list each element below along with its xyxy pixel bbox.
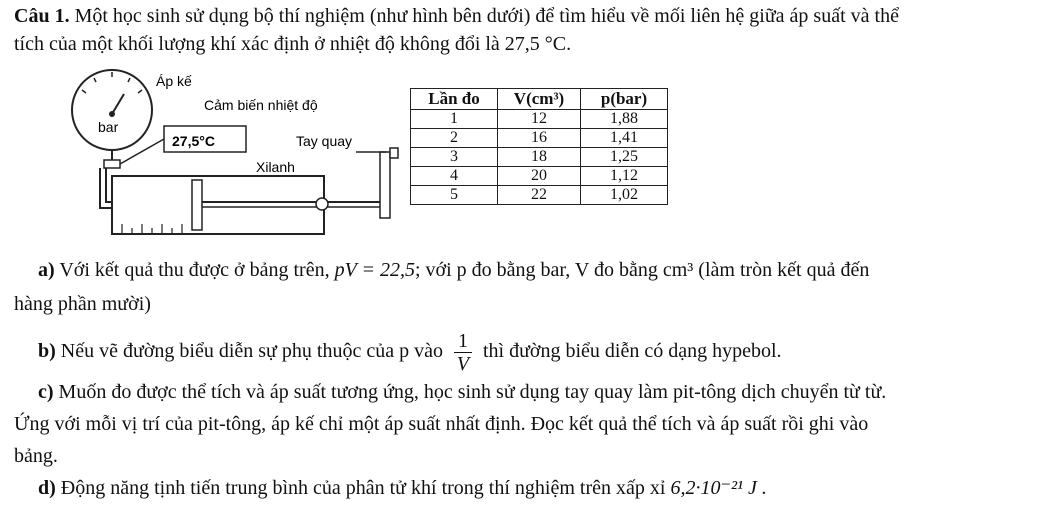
table-cell: 4: [411, 167, 498, 186]
fraction-one-over-v: [454, 330, 472, 375]
table-header: Lần đo: [411, 89, 498, 110]
gauge-needle: [112, 94, 124, 114]
table-cell: 1,25: [581, 148, 668, 167]
table-cell: 12: [498, 110, 581, 129]
piston: [192, 180, 202, 230]
table-cell: 1,02: [581, 186, 668, 205]
statement-b: [38, 330, 782, 375]
statement-c-text: Muốn đo được thể tích và áp suất tương ứng, học sinh sử dụng tay quay làm pit-tông dịch chuyển từ từ.: [58, 381, 887, 403]
statement-c-label: c): [38, 381, 54, 403]
statement-a: [38, 258, 869, 282]
statement-a-formula: pV = 22,5: [334, 259, 415, 281]
crank-handle: [380, 152, 390, 218]
statement-a-text-2: ; với p đo bằng bar, V đo bằng cm³ (làm tròn kết quả đến: [414, 259, 870, 281]
table-cell: 1: [411, 110, 498, 129]
table-cell: 22: [498, 186, 581, 205]
question-text-1: Một học sinh sử dụng bộ thí nghiệm (như hình bên dưới) để tìm hiểu về mối liên hệ giữa áp suất và thể: [74, 5, 899, 27]
question-number: Câu 1.: [14, 5, 70, 27]
table-row: [411, 186, 668, 205]
table-row: [411, 110, 668, 129]
table-cell: 1,41: [581, 129, 668, 148]
statement-a-cont: hàng phần mười): [14, 293, 151, 315]
apparatus-diagram: [60, 68, 400, 238]
cylinder-body: [112, 176, 324, 234]
statement-c: [38, 380, 886, 404]
table-cell: 5: [411, 186, 498, 205]
statement-d-text: Động năng tịnh tiến trung bình của phân tử khí trong thí nghiệm trên xấp xỉ: [60, 477, 666, 499]
table-row: [411, 167, 668, 186]
fraction-numerator: 1: [454, 330, 472, 353]
statement-d-label: d): [38, 477, 56, 499]
table-cell: 20: [498, 167, 581, 186]
statement-b-label: b): [38, 340, 56, 363]
temperature-display-value: 27,5°C: [172, 133, 215, 149]
question-line-1: [14, 4, 899, 28]
fraction-denominator: V: [456, 353, 470, 375]
cylinder-label: Xilanh: [256, 159, 295, 175]
temperature-sensor-label: Cảm biến nhiệt độ: [204, 97, 318, 113]
table-header: V(cm³): [498, 89, 581, 110]
table-row: [411, 148, 668, 167]
table-cell: 1,88: [581, 110, 668, 129]
table-cell: 1,12: [581, 167, 668, 186]
statement-a-label: a): [38, 259, 55, 281]
pressure-gauge-label: Áp kế: [156, 73, 192, 89]
table-header: p(bar): [581, 89, 668, 110]
table-cell: 2: [411, 129, 498, 148]
statement-c-cont: Ứng với mỗi vị trí của pit-tông, áp kế chỉ một áp suất nhất định. Đọc kết quả thể tích và áp suất rồi ghi vào: [14, 413, 869, 435]
table-cell: 18: [498, 148, 581, 167]
table-cell: 16: [498, 129, 581, 148]
table-row: [411, 129, 668, 148]
table-header-row: [411, 89, 668, 110]
crank-label: Tay quay: [296, 133, 353, 149]
statement-a-text: Với kết quả thu được ở bảng trên,: [59, 259, 330, 281]
data-table: [410, 88, 668, 205]
pressure-gauge-dial: [72, 70, 152, 150]
statement-b-text: Nếu vẽ đường biểu diễn sự phụ thuộc của p vào: [60, 340, 443, 363]
table-cell: 3: [411, 148, 498, 167]
gauge-unit-label: bar: [98, 119, 119, 135]
statement-d-formula: 6,2·10⁻²¹ J .: [670, 477, 767, 499]
statement-d: [38, 476, 767, 500]
statement-b-text-2: thì đường biểu diễn có dạng hypebol.: [482, 340, 782, 363]
statement-c-cont-2: bảng.: [14, 445, 58, 467]
question-line-2: tích của một khối lượng khí xác định ở nhiệt độ không đổi là 27,5 °C.: [14, 33, 572, 55]
